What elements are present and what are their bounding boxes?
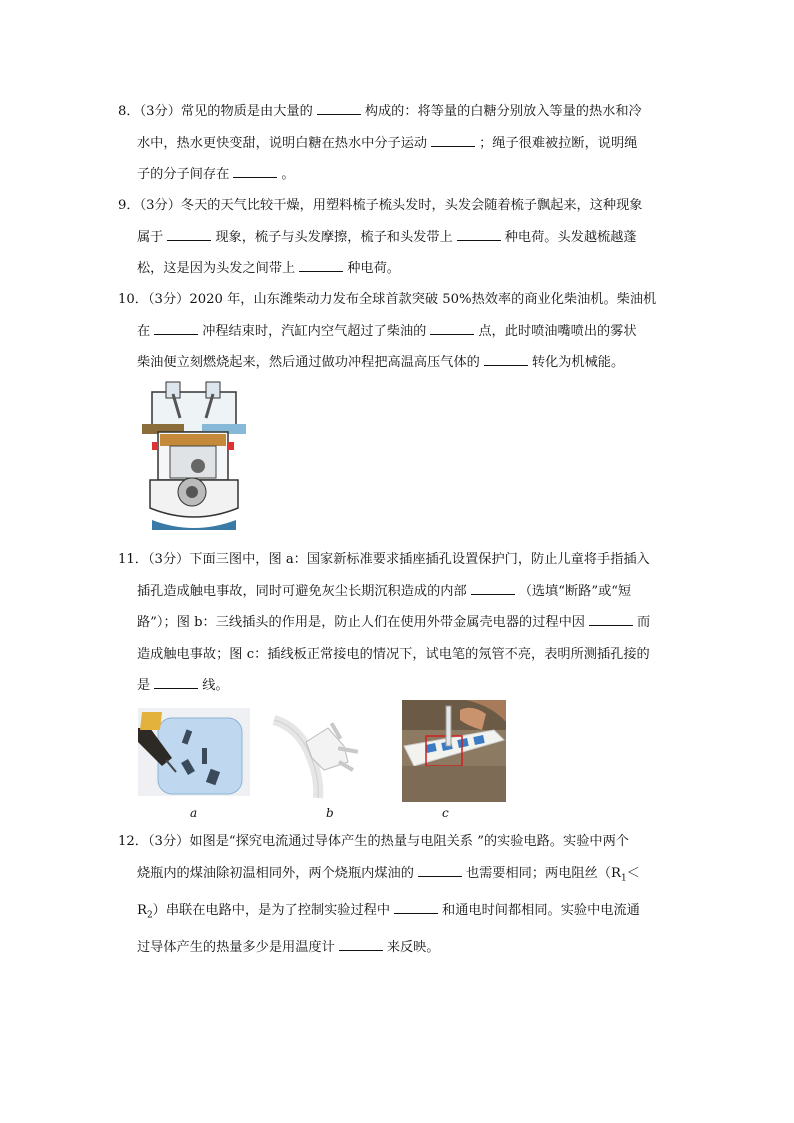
- answer-blank[interactable]: [457, 227, 501, 241]
- text: 冲程结束时，汽缸内空气超过了柴油的: [202, 323, 427, 339]
- q11-line-1: 11．（3分）下面三图中，图 a：国家新标准要求插座插孔设置保护门，防止儿童将手指插入: [118, 552, 650, 567]
- text: 点，此时喷油嘴喷出的雾状: [478, 323, 637, 339]
- figure-caption-c: c: [442, 806, 449, 820]
- text: ＜: [626, 865, 640, 881]
- q12-line-3: [118, 895, 678, 932]
- q8-line-2: [118, 128, 678, 160]
- answer-blank[interactable]: [317, 101, 361, 115]
- q9-line-3: [118, 253, 678, 285]
- text: ；绳子很难被拉断，说明绳: [479, 135, 638, 151]
- q9-line-2: [118, 222, 678, 254]
- text: 转化为机械能。: [531, 355, 625, 370]
- answer-blank[interactable]: [154, 675, 198, 689]
- answer-blank[interactable]: [233, 164, 277, 178]
- answer-blank[interactable]: [394, 900, 438, 914]
- q11-line-4: 造成触电事故；图 c：插线板正常接电的情况下，试电笔的氖管不亮，表明所测插孔接的: [137, 646, 650, 662]
- text: 是: [137, 678, 151, 693]
- text: （选填“断路”或“短: [518, 583, 632, 599]
- text: 也需要相同；两电阻丝（R: [465, 865, 621, 881]
- q8-line-1: [118, 96, 678, 128]
- text: 线。: [202, 678, 229, 693]
- answer-blank[interactable]: [418, 863, 462, 877]
- text: 8．（3分）常见的物质是由大量的: [118, 104, 313, 119]
- q12-line-2: [118, 858, 678, 895]
- plug-photo-figure-b: [272, 706, 378, 800]
- text: 插孔造成触电事故，同时可避免灰尘长期沉积造成的内部: [137, 583, 467, 599]
- question-10: [118, 284, 678, 379]
- figure-caption-b: b: [326, 806, 334, 820]
- socket-photo-figure-a: [138, 708, 250, 796]
- text: 构成的：将等量的白糖分别放入等量的热水和冷: [364, 104, 642, 119]
- q12-line-4: [118, 932, 678, 964]
- q11-line-5: [118, 670, 678, 702]
- text: 子的分子间存在: [137, 167, 230, 182]
- question-8: [118, 96, 678, 191]
- text: 在: [137, 323, 151, 339]
- text: 柴油便立刻燃烧起来，然后通过做功冲程把高温高压气体的: [137, 355, 480, 370]
- answer-blank[interactable]: [167, 227, 211, 241]
- text: 种电荷。头发越梳越蓬: [504, 229, 637, 245]
- answer-blank[interactable]: [471, 581, 515, 595]
- text: R: [137, 902, 147, 918]
- answer-blank[interactable]: [154, 321, 198, 335]
- text: 来反映。: [386, 939, 440, 955]
- text: 水中，热水更快变甜，说明白糖在热水中分子运动: [137, 135, 428, 151]
- q11-line-2: [118, 576, 678, 608]
- text: 烧瓶内的煤油除初温相同外，两个烧瓶内煤油的: [137, 865, 414, 881]
- text: 松，这是因为头发之间带上: [137, 261, 296, 276]
- q10-line-1: 10．（3分）2020 年，山东潍柴动力发布全球首款突破 50%热效率的商业化柴油机。柴油机: [118, 292, 657, 307]
- text: 而: [636, 615, 651, 630]
- text: 过导体产生的热量多少是用温度计: [137, 939, 335, 955]
- q8-line-3: [118, 159, 678, 191]
- answer-blank[interactable]: [484, 352, 528, 366]
- subscript: 2: [146, 910, 153, 921]
- answer-blank[interactable]: [299, 258, 343, 272]
- q10-line-2: [118, 316, 678, 348]
- q12-line-1: 12．（3分）如图是“探究电流通过导体产生的热量与电阻关系 ”的实验电路。实验中两个: [118, 834, 629, 849]
- diesel-engine-figure: [140, 380, 250, 536]
- text: 现象，梳子与头发摩擦，梳子和头发带上: [215, 229, 453, 245]
- subscript: 1: [620, 873, 627, 884]
- text: 。: [281, 167, 295, 182]
- question-12: [118, 826, 678, 963]
- q11-line-3: [118, 607, 678, 639]
- answer-blank[interactable]: [589, 612, 633, 626]
- q9-line-1: 9．（3分）冬天的天气比较干燥，用塑料梳子梳头发时，头发会随着梳子飘起来，这种现象: [118, 198, 643, 213]
- answer-blank[interactable]: [431, 133, 475, 147]
- text: 属于: [137, 229, 164, 245]
- question-11: [118, 544, 678, 702]
- answer-blank[interactable]: [339, 937, 383, 951]
- text: 路”）；图 b：三线插头的作用是，防止人们在使用外带金属壳电器的过程中因: [137, 615, 585, 630]
- q10-line-3: [118, 347, 678, 379]
- figure-caption-a: a: [190, 806, 198, 820]
- text: ）串联在电路中，是为了控制实验过程中: [152, 902, 391, 918]
- text: 种电荷。: [347, 261, 400, 276]
- answer-blank[interactable]: [430, 321, 474, 335]
- power-strip-photo-figure-c: [402, 700, 506, 802]
- question-9: [118, 190, 678, 285]
- text: 和通电时间都相同。实验中电流通: [442, 902, 640, 918]
